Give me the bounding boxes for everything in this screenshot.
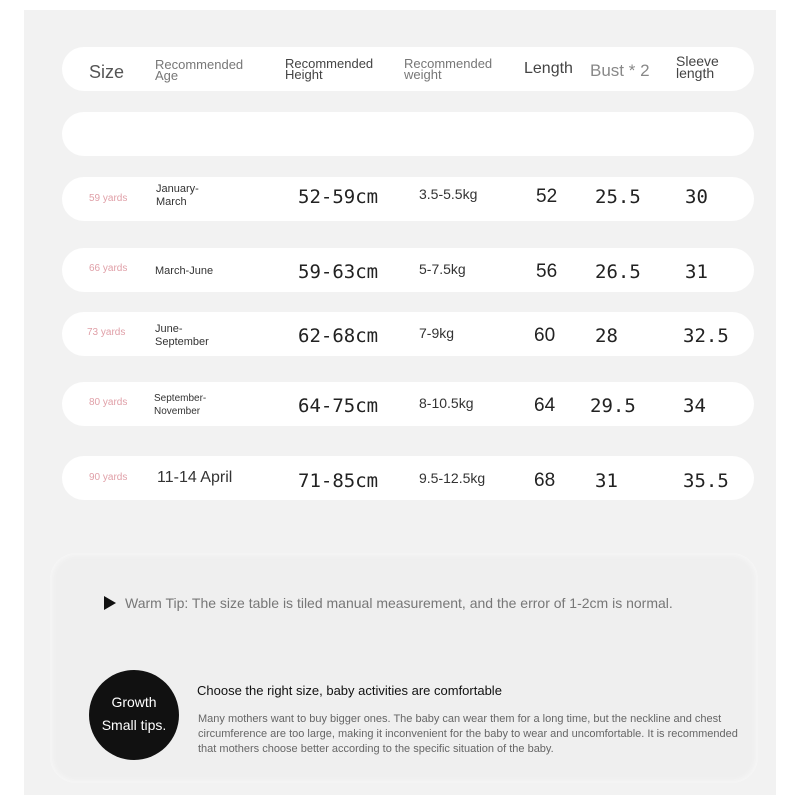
weight-value: 3.5-5.5kg [419,186,478,202]
advice-title: Choose the right size, baby activities are comfortable [197,683,502,698]
header-weight: Recommended weight [404,56,493,82]
size-label: 90 yards [89,472,128,483]
height-value: 71-85cm [298,470,379,492]
age-value: January-March [156,183,199,208]
weight-value: 9.5-12.5kg [419,470,486,486]
height-value: 62-68cm [298,325,379,347]
warm-tip-text: Warm Tip: The size table is tiled manual measurement, and the error of 1-2cm is normal. [125,595,673,611]
header-size: Size [89,62,125,82]
header-sleeve: Sleeve length [676,53,719,81]
bust-value: 26.5 [595,261,641,283]
height-value: 59-63cm [298,261,379,283]
length-value: 68 [534,470,556,491]
empty-row [62,112,754,156]
weight-value: 7-9kg [419,325,455,341]
length-value: 60 [534,325,556,346]
sleeve-value: 34 [683,395,706,417]
bust-value: 25.5 [595,186,641,208]
sleeve-value: 32.5 [683,325,729,347]
advice-body: Many mothers want to buy bigger ones. The baby can wear them for a long time, but the neckline and chest circumference are too large, making it inconvenient for the baby to wear and uncomfortable. It is recommended that mothers choose better according to the specific situation of the baby. [198,713,738,755]
badge-line-2: Small tips. [101,717,167,733]
sleeve-value: 35.5 [683,470,729,492]
bust-value: 29.5 [590,395,636,417]
header-age: Recommended Age [155,57,244,83]
bust-value: 28 [595,325,618,347]
header-bust: Bust * 2 [590,61,650,80]
weight-value: 5-7.5kg [419,261,466,277]
size-label: 73 yards [87,327,126,338]
age-value: September-November [154,393,207,417]
length-value: 64 [534,395,556,416]
play-triangle-icon [104,596,116,610]
growth-badge [89,670,179,760]
length-value: 56 [536,261,558,282]
length-value: 52 [536,186,558,207]
header-length: Length [524,60,573,77]
size-label: 59 yards [89,193,128,204]
size-label: 66 yards [89,263,128,274]
height-value: 52-59cm [298,186,379,208]
age-value: June-September [155,323,209,348]
bust-value: 31 [595,470,618,492]
header-height: Recommended Height [285,56,374,82]
sleeve-value: 30 [685,186,708,208]
height-value: 64-75cm [298,395,379,417]
weight-value: 8-10.5kg [419,395,474,411]
size-label: 80 yards [89,397,128,408]
age-value: March-June [155,265,214,277]
age-value: 11-14 April [157,469,233,486]
sleeve-value: 31 [685,261,708,283]
badge-line-1: Growth [111,694,157,710]
